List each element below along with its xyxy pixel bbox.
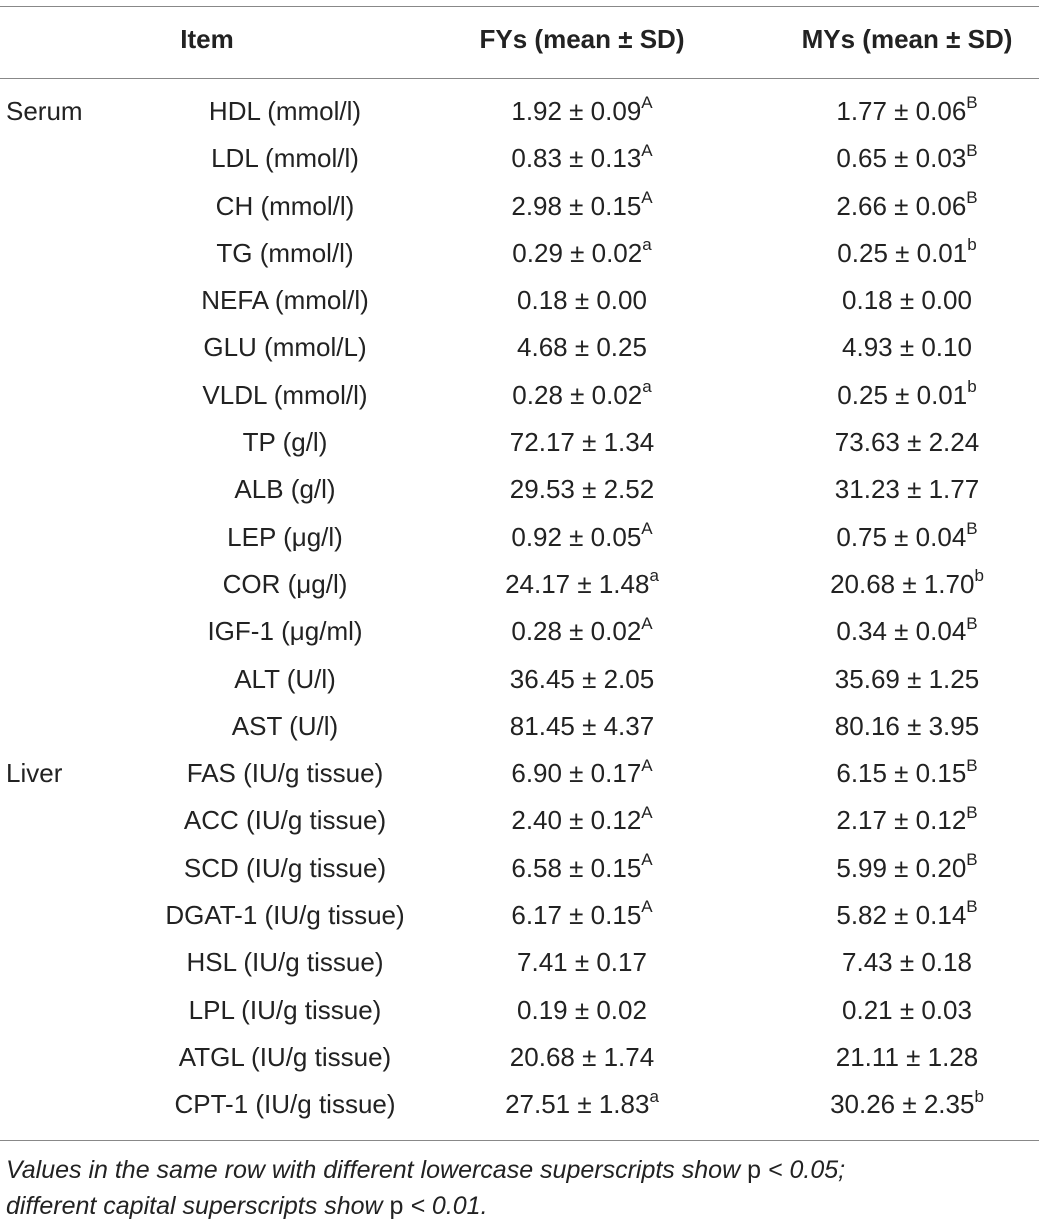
table-row: [0, 372, 1039, 419]
row-my-value: [842, 277, 972, 324]
row-item: GLU (mmol/L): [203, 332, 367, 363]
row-fy-value: [517, 277, 647, 324]
my-mean-sd: 1.77 ± 0.06: [836, 96, 967, 126]
row-item: TP (g/l): [242, 427, 328, 458]
fy-superscript: a: [642, 235, 652, 255]
my-superscript: B: [966, 519, 978, 539]
my-superscript: B: [966, 897, 978, 917]
row-my-value: [837, 372, 976, 419]
my-mean-sd: 21.11 ± 1.28: [835, 1041, 979, 1072]
fy-superscript: a: [649, 1086, 659, 1106]
my-mean-sd: 0.65 ± 0.03: [836, 143, 967, 174]
fy-mean-sd: 0.19 ± 0.02: [517, 994, 647, 1025]
my-superscript: B: [966, 140, 978, 160]
row-my-value: [835, 419, 979, 466]
my-mean-sd: 4.93 ± 0.10: [842, 332, 972, 363]
fy-superscript: A: [641, 897, 653, 917]
my-mean-sd: 7.43 ± 0.18: [842, 947, 972, 978]
footnote-line-2: [6, 1188, 1034, 1224]
header-fys: FYs (mean ± SD): [479, 24, 685, 54]
row-my-value: [836, 183, 977, 230]
row-fy-value: [511, 514, 652, 561]
table-row: [0, 703, 1039, 750]
table-row: [0, 277, 1039, 324]
row-my-value: [835, 656, 979, 703]
row-group-label: Liver: [6, 758, 63, 789]
row-item: CH (mmol/l): [215, 190, 355, 221]
row-my-value: [836, 892, 977, 939]
table-row: [0, 561, 1039, 608]
fy-superscript: a: [642, 377, 652, 397]
my-superscript: B: [966, 802, 978, 822]
my-mean-sd: 0.18 ± 0.00: [842, 285, 972, 316]
row-item: HSL (IU/g tissue): [186, 947, 384, 978]
row-fy-value: [510, 419, 654, 466]
row-my-value: [830, 561, 984, 608]
fy-mean-sd: 24.17 ± 1.48: [505, 568, 650, 599]
row-my-value: [836, 845, 977, 892]
row-item: FAS (IU/g tissue): [186, 758, 384, 789]
row-my-value: [842, 324, 972, 371]
footnote-text: < 0.05;: [760, 1156, 846, 1184]
row-item: ATGL (IU/g tissue): [178, 1041, 392, 1072]
my-superscript: B: [966, 850, 978, 870]
row-item: LDL (mmol/l): [211, 143, 359, 174]
row-fy-value: [510, 703, 654, 750]
fy-mean-sd: 0.92 ± 0.05: [511, 521, 642, 552]
row-my-value: [836, 88, 977, 135]
row-fy-value: [510, 1034, 654, 1081]
my-mean-sd: 5.99 ± 0.20: [836, 852, 967, 883]
my-mean-sd: 0.25 ± 0.01: [837, 379, 968, 410]
row-my-value: [836, 1034, 978, 1081]
row-fy-value: [517, 324, 647, 371]
row-my-value: [836, 608, 977, 655]
fy-mean-sd: 0.28 ± 0.02: [511, 616, 642, 647]
my-mean-sd: 6.15 ± 0.15: [836, 758, 967, 789]
table-row: [0, 1034, 1039, 1081]
table-row: [0, 939, 1039, 986]
table-top-rule: [0, 6, 1039, 7]
row-item: HDL (mmol/l): [208, 96, 362, 126]
row-my-value: [836, 135, 977, 182]
row-fy-value: [511, 135, 652, 182]
table-bottom-rule: [0, 1140, 1039, 1141]
row-item: DGAT-1 (IU/g tissue): [165, 900, 405, 931]
fy-superscript: A: [641, 187, 653, 207]
row-fy-value: [512, 372, 651, 419]
footnote-text: < 0.01.: [403, 1192, 488, 1220]
my-mean-sd: 0.21 ± 0.03: [842, 994, 972, 1025]
my-mean-sd: 0.75 ± 0.04: [836, 521, 967, 552]
my-mean-sd: 2.17 ± 0.12: [836, 805, 967, 836]
row-item: VLDL (mmol/l): [202, 379, 368, 410]
table-header-rule: [0, 78, 1039, 79]
fy-mean-sd: 6.90 ± 0.17: [511, 758, 642, 789]
table-row: [0, 987, 1039, 1034]
footnote-text: Values in the same row with different lowercase superscripts show: [6, 1156, 748, 1184]
row-item: ACC (IU/g tissue): [183, 805, 387, 836]
table-header: [0, 24, 1039, 60]
row-my-value: [836, 514, 977, 561]
fy-mean-sd: 4.68 ± 0.25: [517, 332, 647, 363]
fy-mean-sd: 7.41 ± 0.17: [517, 947, 647, 978]
row-my-value: [835, 703, 979, 750]
fy-superscript: A: [641, 802, 653, 822]
my-mean-sd: 20.68 ± 1.70: [830, 568, 975, 599]
row-my-value: [842, 939, 972, 986]
table-row: [0, 1081, 1039, 1128]
table-row: [0, 750, 1039, 797]
table-row: [0, 514, 1039, 561]
fy-mean-sd: 81.45 ± 4.37: [509, 710, 655, 741]
row-fy-value: [511, 88, 652, 135]
fy-superscript: A: [641, 93, 653, 113]
row-my-value: [835, 466, 979, 513]
table-row: [0, 135, 1039, 182]
fy-mean-sd: 0.29 ± 0.02: [512, 237, 643, 268]
row-item: TG (mmol/l): [216, 237, 354, 268]
my-superscript: B: [966, 613, 978, 633]
table-row: [0, 419, 1039, 466]
row-fy-value: [511, 845, 652, 892]
my-superscript: b: [967, 235, 977, 255]
table-row: [0, 656, 1039, 703]
row-my-value: [836, 750, 977, 797]
row-item: LEP (μg/l): [227, 521, 343, 552]
row-item: SCD (IU/g tissue): [183, 852, 387, 883]
fy-mean-sd: 20.68 ± 1.74: [509, 1041, 655, 1072]
row-fy-value: [511, 892, 652, 939]
fy-superscript: A: [641, 613, 653, 633]
row-my-value: [830, 1081, 984, 1128]
table-row: [0, 183, 1039, 230]
my-mean-sd: 35.69 ± 1.25: [834, 663, 980, 694]
my-superscript: B: [966, 187, 978, 207]
fy-mean-sd: 27.51 ± 1.83: [505, 1089, 650, 1120]
my-superscript: b: [974, 566, 984, 586]
fy-mean-sd: 6.58 ± 0.15: [511, 852, 642, 883]
my-mean-sd: 0.25 ± 0.01: [837, 237, 968, 268]
my-superscript: B: [966, 755, 978, 775]
row-item: CPT-1 (IU/g tissue): [174, 1089, 396, 1120]
my-superscript: b: [974, 1086, 984, 1106]
row-item: LPL (IU/g tissue): [188, 994, 382, 1025]
footnote-line-1: [6, 1152, 1034, 1188]
fy-mean-sd: 72.17 ± 1.34: [509, 427, 655, 458]
row-item: AST (U/l): [231, 710, 339, 741]
row-fy-value: [517, 939, 647, 986]
fy-superscript: a: [649, 566, 659, 586]
row-fy-value: [511, 797, 652, 844]
table-row: [0, 88, 1039, 135]
header-mys: MYs (mean ± SD): [801, 24, 1013, 54]
table-row: [0, 797, 1039, 844]
my-superscript: b: [967, 377, 977, 397]
table-row: [0, 324, 1039, 371]
fy-mean-sd: 0.18 ± 0.00: [517, 285, 647, 316]
row-fy-value: [505, 561, 659, 608]
table-body: [0, 88, 1039, 1129]
table-row: [0, 608, 1039, 655]
fy-mean-sd: 1.92 ± 0.09: [511, 96, 642, 126]
my-mean-sd: 30.26 ± 2.35: [830, 1089, 975, 1120]
my-mean-sd: 31.23 ± 1.77: [834, 474, 980, 505]
fy-mean-sd: 2.40 ± 0.12: [511, 805, 642, 836]
row-fy-value: [511, 608, 652, 655]
fy-mean-sd: 29.53 ± 2.52: [509, 474, 655, 505]
footnote-p: p: [747, 1156, 761, 1184]
table-row: [0, 230, 1039, 277]
row-item: ALT (U/l): [234, 663, 336, 694]
fy-superscript: A: [641, 850, 653, 870]
table-row: [0, 845, 1039, 892]
row-fy-value: [511, 183, 652, 230]
fy-superscript: A: [641, 755, 653, 775]
fy-superscript: A: [641, 140, 653, 160]
my-mean-sd: 80.16 ± 3.95: [834, 710, 980, 741]
fy-mean-sd: 6.17 ± 0.15: [511, 900, 642, 931]
table-row: [0, 466, 1039, 513]
row-fy-value: [517, 987, 647, 1034]
my-mean-sd: 5.82 ± 0.14: [836, 900, 967, 931]
header-item: Item: [180, 24, 234, 54]
row-fy-value: [510, 466, 654, 513]
row-fy-value: [511, 750, 652, 797]
table-row: [0, 892, 1039, 939]
my-mean-sd: 2.66 ± 0.06: [836, 190, 967, 221]
table-footnote: [6, 1152, 1034, 1224]
row-item: ALB (g/l): [234, 474, 336, 505]
row-fy-value: [512, 230, 651, 277]
my-mean-sd: 0.34 ± 0.04: [836, 616, 967, 647]
row-item: IGF-1 (μg/ml): [207, 616, 363, 647]
row-group-label: Serum: [6, 96, 83, 126]
footnote-p: p: [389, 1192, 404, 1220]
row-my-value: [842, 987, 972, 1034]
row-item: COR (μg/l): [222, 568, 348, 599]
my-mean-sd: 73.63 ± 2.24: [834, 427, 980, 458]
fy-mean-sd: 0.83 ± 0.13: [511, 143, 642, 174]
row-item: NEFA (mmol/l): [201, 285, 369, 316]
fy-superscript: A: [641, 519, 653, 539]
fy-mean-sd: 2.98 ± 0.15: [511, 190, 642, 221]
fy-mean-sd: 0.28 ± 0.02: [512, 379, 643, 410]
row-my-value: [837, 230, 976, 277]
my-superscript: B: [966, 93, 978, 113]
row-fy-value: [510, 656, 654, 703]
row-my-value: [836, 797, 977, 844]
row-fy-value: [505, 1081, 659, 1128]
footnote-text: different capital superscripts show: [6, 1192, 390, 1220]
fy-mean-sd: 36.45 ± 2.05: [509, 663, 655, 694]
